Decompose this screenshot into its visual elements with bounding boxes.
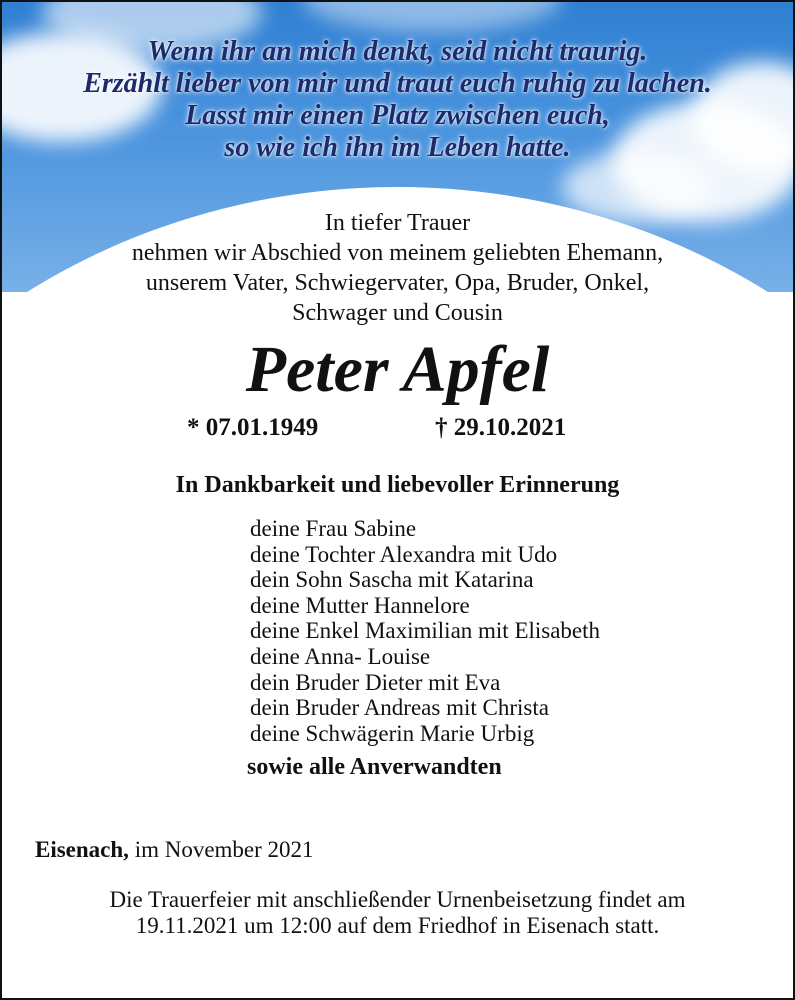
- list-item: deine Mutter Hannelore: [250, 592, 470, 618]
- list-item: deine Tochter Alexandra mit Udo: [250, 541, 558, 567]
- list-item: dein Bruder Andreas mit Christa: [250, 695, 549, 721]
- mourning-intro: [2, 208, 793, 328]
- ceremony-info: [2, 887, 793, 939]
- list-item: dein Bruder Dieter mit Eva: [250, 669, 501, 695]
- ceremony-line: Die Trauerfeier mit anschließender Urnenbeisetzung findet am: [109, 887, 686, 912]
- list-item: dein Sohn Sascha mit Katarina: [250, 567, 534, 593]
- family-list: [250, 516, 600, 746]
- quote-line: Erzählt lieber von mir und traut euch ruhig zu lachen.: [83, 68, 712, 99]
- quote-line: Lasst mir einen Platz zwischen euch,: [185, 100, 610, 131]
- death-date: † 29.10.2021: [435, 414, 567, 441]
- list-item: deine Anna- Louise: [250, 643, 431, 669]
- intro-line: Schwager und Cousin: [292, 300, 503, 326]
- ceremony-line: 19.11.2021 um 12:00 auf dem Friedhof in Eisenach statt.: [135, 913, 660, 938]
- place-date: [35, 837, 314, 863]
- intro-line: In tiefer Trauer: [324, 210, 471, 236]
- list-item: deine Schwägerin Marie Urbig: [250, 720, 535, 746]
- place-city: Eisenach,: [35, 837, 129, 862]
- place-month: im November 2021: [134, 837, 314, 862]
- list-item: deine Frau Sabine: [250, 516, 417, 541]
- quote-line: so wie ich ihn im Leben hatte.: [224, 132, 571, 163]
- relatives-line: sowie alle Anverwandten: [247, 754, 502, 780]
- thanks-heading: In Dankbarkeit und liebevoller Erinnerung: [175, 472, 620, 498]
- intro-line: unserem Vater, Schwiegervater, Opa, Bruder, Onkel,: [145, 270, 650, 296]
- quote-line: Wenn ihr an mich denkt, seid nicht traurig.: [147, 36, 648, 67]
- birth-date: * 07.01.1949: [187, 414, 319, 441]
- poem-quote: [2, 36, 793, 164]
- list-item: deine Enkel Maximilian mit Elisabeth: [250, 618, 601, 644]
- deceased-name: Peter Apfel: [245, 333, 550, 406]
- intro-line: nehmen wir Abschied von meinem geliebten Ehemann,: [131, 240, 664, 266]
